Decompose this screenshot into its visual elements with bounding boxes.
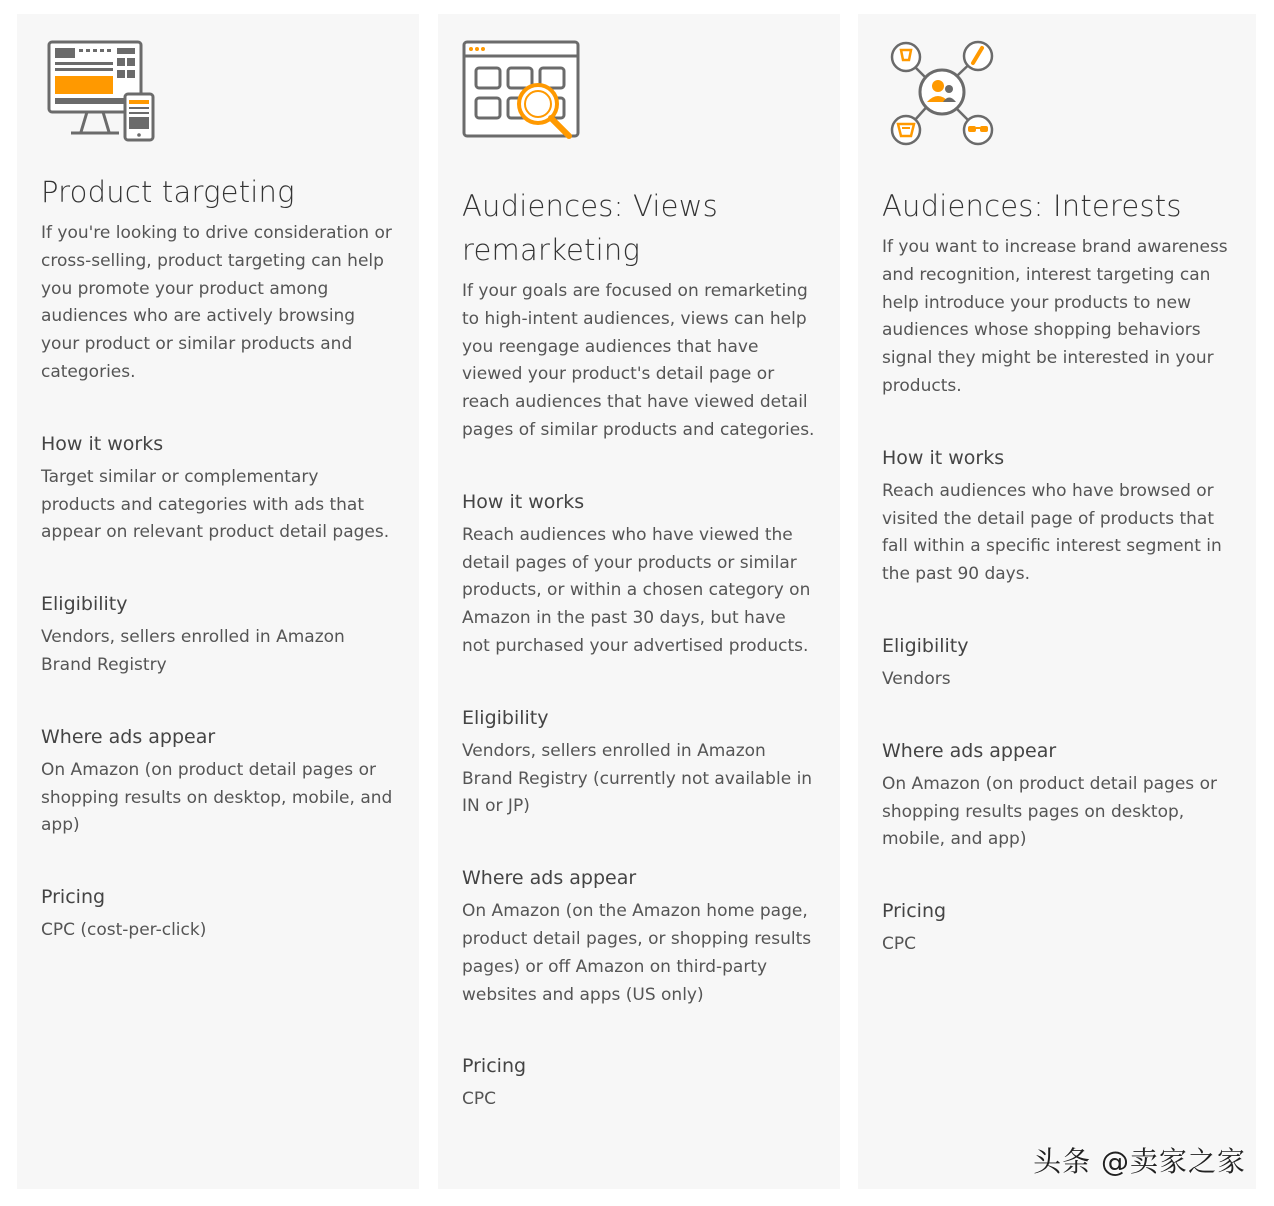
browser-search-icon [462,14,816,172]
card-title: Audiences: Views remarketing [462,189,718,267]
section-body-eligibility: Vendors, sellers enrolled in Amazon Brand Registry (currently not available in IN or JP) [462,740,813,817]
section-heading-eligibility: Eligibility [882,634,969,657]
desktop-mobile-icon [41,14,395,172]
section-heading-pricing: Pricing [882,900,947,923]
section-body-how-it-works: Target similar or complementary products and categories with ads that appear on relevant product detail pages. [41,466,390,543]
section-body-eligibility: Vendors, sellers enrolled in Amazon Brand Registry [41,627,345,675]
section-heading-how-it-works: How it works [41,432,164,455]
section-body-how-it-works: Reach audiences who have browsed or visited the detail page of products that fall within a specific interest segment in the past 90 days. [882,480,1222,585]
audience-interests-icon [882,14,1232,172]
section-heading-where-ads-appear: Where ads appear [882,739,1057,762]
section-body-pricing: CPC [462,1089,496,1110]
section-heading-how-it-works: How it works [882,446,1005,469]
views-remarketing-card [438,14,840,1189]
section-heading-pricing: Pricing [462,1055,527,1078]
section-body-where-ads-appear: On Amazon (on product detail pages or shopping results pages on desktop, mobile, and app) [882,773,1217,850]
section-body-eligibility: Vendors [882,668,951,689]
watermark: 头条 @卖家之家 [1033,1145,1246,1178]
product-targeting-card [17,14,419,1189]
section-body-pricing: CPC (cost-per-click) [41,920,207,941]
interests-card [858,14,1256,1189]
card-title: Product targeting [41,175,295,209]
section-heading-how-it-works: How it works [462,490,585,513]
section-body-where-ads-appear: On Amazon (on product detail pages or shopping results on desktop, mobile, and app) [41,759,393,836]
card-description: If you want to increase brand awareness and recognition, interest targeting can help introduce your products to new audiences whose shopping behaviors signal they might be interested in your products. [882,237,1228,396]
section-heading-pricing: Pricing [41,886,106,909]
section-heading-eligibility: Eligibility [462,706,549,729]
card-title: Audiences: Interests [882,189,1182,223]
card-description: If you're looking to drive consideration or cross-selling, product targeting can help you promote your product among audiences who are actively browsing your product or similar products and categories. [41,223,392,382]
section-body-where-ads-appear: On Amazon (on the Amazon home page, product detail pages, or shopping results pages) or off Amazon on third-party websites and apps (US only) [462,901,812,1005]
card-description: If your goals are focused on remarketing to high-intent audiences, views can help you reengage audiences that have viewed your product's detail page or reach audiences that have viewed detail pages of similar products and categories. [462,281,815,440]
section-body-pricing: CPC [882,934,916,955]
section-heading-eligibility: Eligibility [41,593,128,616]
section-heading-where-ads-appear: Where ads appear [462,867,637,890]
section-body-how-it-works: Reach audiences who have viewed the detail pages of your products or similar products, or within a chosen category on Amazon in the past 30 days, but have not purchased your advertised products. [462,524,811,656]
section-heading-where-ads-appear: Where ads appear [41,725,216,748]
